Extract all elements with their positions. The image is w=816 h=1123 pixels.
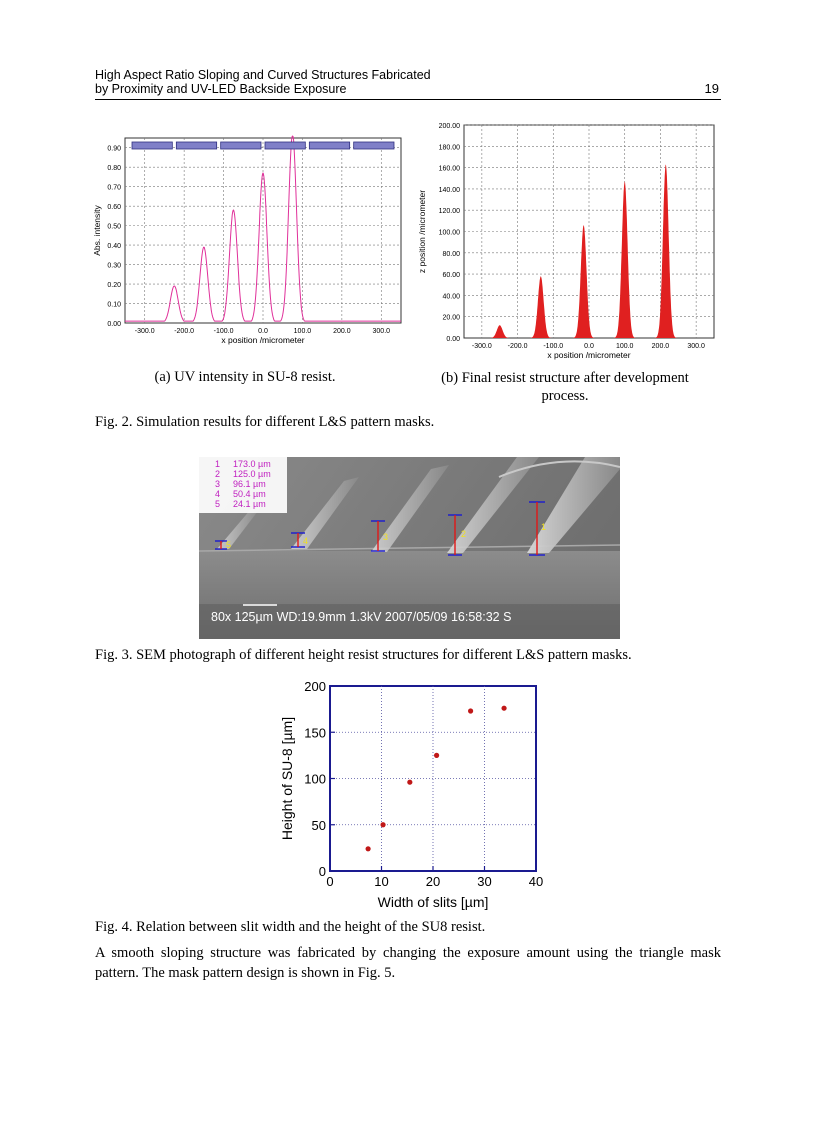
sem-legend-value: 173.0 µm	[233, 459, 271, 469]
y-tick-label: 0.70	[107, 184, 121, 192]
y-tick-label: 100	[304, 771, 326, 787]
x-tick-label: 300.0	[687, 343, 705, 350]
fig2b-subcaption-line2: process.	[541, 388, 589, 404]
mask-bar	[132, 142, 172, 149]
y-tick-label: 0.20	[107, 282, 121, 290]
x-tick-label: 0	[326, 874, 334, 889]
x-tick-label: -100.0	[213, 328, 234, 335]
running-header	[95, 67, 721, 100]
sem-legend-value: 24.1 µm	[233, 499, 266, 509]
y-tick-label: 200.00	[438, 123, 460, 130]
x-tick-label: 30	[477, 874, 492, 889]
y-tick-label: 0.30	[107, 262, 121, 270]
y-tick-label: 150	[304, 725, 326, 741]
x-tick-label: 10	[374, 874, 389, 889]
y-tick-label: 120.00	[438, 208, 460, 216]
mask-bar	[221, 142, 261, 149]
y-tick-label: 0.80	[107, 165, 121, 173]
sem-info-bar: 80x 125µm WD:19.9mm 1.3kV 2007/05/09 16:58:32 S	[211, 610, 512, 624]
mask-bar	[265, 142, 305, 149]
sem-legend	[199, 457, 287, 513]
fig4-caption: Fig. 4. Relation between slit width and the height of the SU8 resist.	[95, 919, 486, 935]
page-number: 19	[704, 81, 719, 96]
y-tick-label: 0.00	[446, 336, 460, 343]
data-point	[434, 753, 439, 758]
sem-legend-value: 50.4 µm	[233, 489, 266, 499]
y-tick-label: 0	[318, 864, 326, 879]
data-point	[380, 822, 385, 827]
fig2a-subcaption-text: (a) UV intensity in SU-8 resist.	[154, 369, 336, 385]
body-paragraph: A smooth sloping structure was fabricated by changing the exposure amount using the triangle mask pattern. The mask pattern design is shown in Fig. 5.	[95, 945, 721, 981]
y-tick-label: 0.40	[107, 243, 121, 251]
data-point	[501, 706, 506, 711]
mask-bar	[354, 142, 394, 149]
x-tick-label: 200.0	[333, 328, 351, 335]
y-tick-label: 140.00	[438, 186, 460, 194]
resist-structure-chart	[410, 118, 720, 368]
y-axis-label: Abs. intensity	[92, 205, 102, 256]
y-tick-label: 0.60	[107, 204, 121, 212]
sem-label-1: 1	[541, 522, 547, 532]
sem-label-2: 2	[461, 529, 467, 539]
mask-bar	[309, 142, 349, 149]
x-tick-label: 100.0	[615, 343, 634, 350]
y-tick-label: 100.00	[438, 229, 460, 237]
y-tick-label: 40.00	[442, 293, 460, 301]
header-title-line1: High Aspect Ratio Sloping and Curved Structures Fabricated	[95, 68, 431, 82]
y-tick-label: 80.00	[442, 250, 460, 258]
sem-legend-num: 3	[215, 479, 221, 489]
y-tick-label: 0.90	[107, 145, 121, 153]
y-tick-label: 0.00	[107, 321, 121, 328]
x-tick-label: 100.0	[293, 328, 312, 335]
x-tick-label: 300.0	[372, 328, 391, 335]
sem-label-4: 4	[303, 536, 309, 546]
y-axis-label: Height of SU-8 [µm]	[279, 716, 295, 841]
uv-intensity-chart	[88, 133, 410, 358]
y-tick-label: 0.50	[107, 223, 121, 231]
sem-legend-value: 125.0 µm	[233, 469, 271, 479]
sem-label-3: 3	[383, 532, 389, 542]
y-tick-label: 180.00	[438, 144, 460, 152]
x-axis-label: x position /micrometer	[547, 350, 631, 360]
x-tick-label: -300.0	[471, 343, 492, 350]
y-tick-label: 200	[304, 679, 326, 694]
y-tick-label: 60.00	[442, 272, 460, 280]
y-tick-label: 160.00	[438, 165, 460, 173]
sem-photograph	[199, 457, 620, 639]
sem-legend-num: 1	[215, 459, 221, 469]
sem-legend-num: 4	[215, 489, 221, 499]
x-tick-label: 0.0	[258, 328, 268, 335]
fig2-caption: Fig. 2. Simulation results for different L&S pattern masks.	[95, 414, 435, 430]
sem-legend-num: 5	[215, 499, 221, 509]
y-tick-label: 50	[311, 817, 326, 833]
x-tick-label: -100.0	[543, 343, 564, 350]
x-axis-label: Width of slits [µm]	[377, 894, 489, 910]
fig2b-subcaption-line1: (b) Final resist structure after development	[441, 370, 689, 386]
x-tick-label: -300.0	[134, 328, 155, 335]
x-tick-label: -200.0	[507, 343, 528, 350]
x-tick-label: 0.0	[584, 343, 594, 350]
x-tick-label: -200.0	[174, 328, 195, 335]
sem-label-5: 5	[226, 540, 232, 550]
data-point	[366, 846, 371, 851]
mask-bar	[176, 142, 216, 149]
header-title-line2: by Proximity and UV-LED Backside Exposure	[95, 82, 347, 96]
y-tick-label: 20.00	[442, 314, 460, 322]
y-axis-label: z position /micrometer	[417, 189, 427, 274]
fig3-caption: Fig. 3. SEM photograph of different height resist structures for different L&S pattern masks.	[95, 647, 632, 663]
fig2a-subcaption	[95, 369, 395, 386]
x-tick-label: 20	[425, 874, 441, 889]
data-point	[468, 708, 473, 713]
height-vs-slit-width-chart	[270, 676, 560, 916]
x-tick-label: 40	[528, 874, 544, 889]
sem-legend-value: 96.1 µm	[233, 479, 266, 489]
y-tick-label: 0.10	[107, 301, 121, 309]
x-tick-label: 200.0	[651, 343, 670, 350]
sem-legend-num: 2	[215, 469, 221, 479]
data-point	[407, 780, 412, 785]
fig2b-subcaption	[410, 369, 720, 405]
x-axis-label: x position /micrometer	[221, 335, 305, 345]
